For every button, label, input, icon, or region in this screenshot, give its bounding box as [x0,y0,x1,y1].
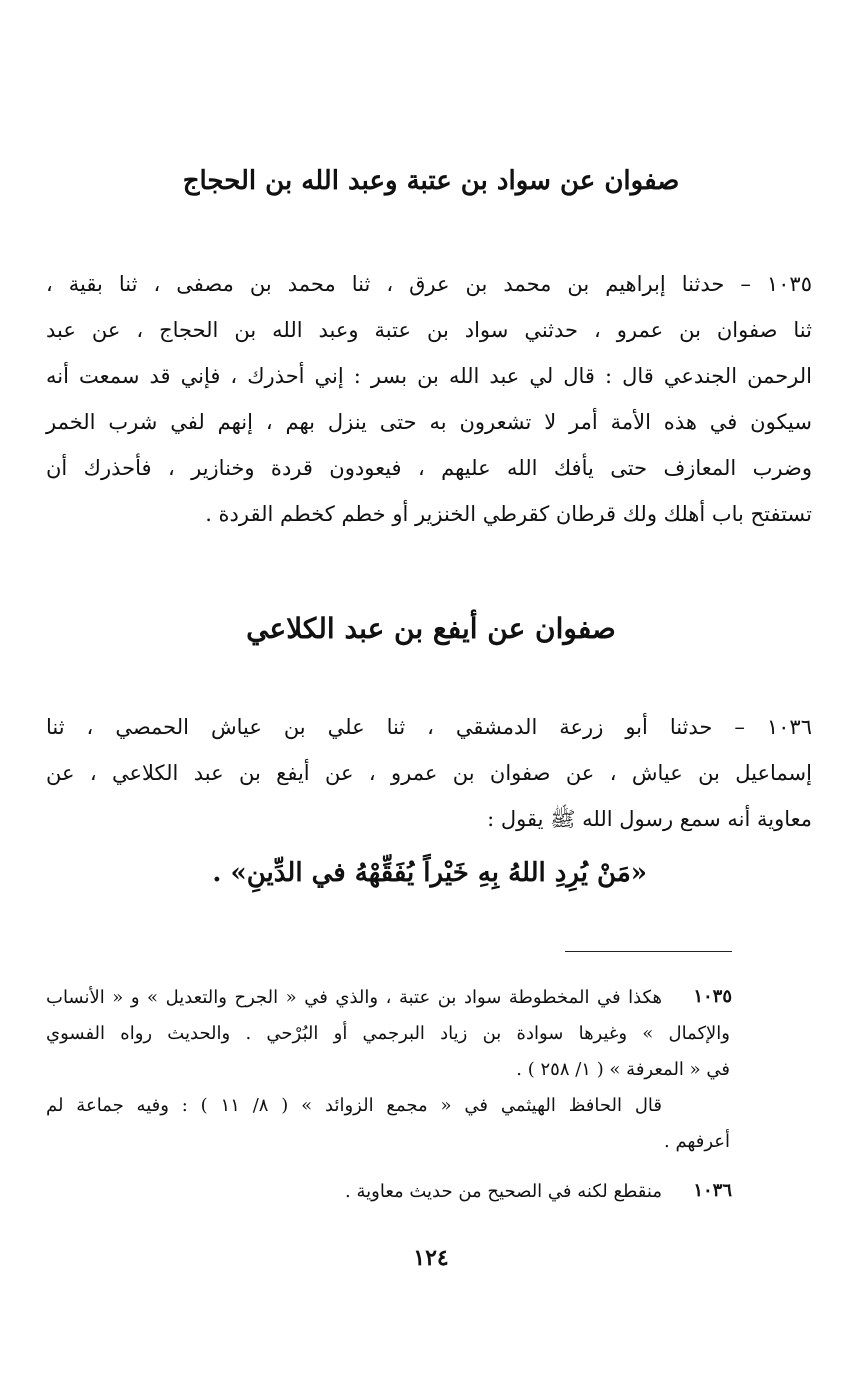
footnote-number: ١٠٣٥ [693,986,732,1007]
paragraph-line: الرحمن الجندعي قال : قال لي عبد الله بن بسر : إني أحذرك ، فإني قد سمعت أنه [46,364,812,388]
paragraph-line: إسماعيل بن عياش ، عن صفوان بن عمرو ، عن أيفع بن عبد الكلاعي ، عن [46,761,812,785]
paragraph-line: سيكون في هذه الأمة أمر لا تشعرون به حتى ينزل بهم ، إنهم لفي شرب الخمر [46,410,812,434]
paragraph-line: تستفتح باب أهلك ولك قرطان كقرطي الخنزير أو خطم كخطم القردة . [205,502,812,526]
paragraph-line: ثنا صفوان بن عمرو ، حدثني سواد بن عتبة وعبد الله بن الحجاج ، عن عبد [46,318,812,342]
paragraph-line: معاوية أنه سمع رسول الله ﷺ يقول : [487,807,812,831]
page-number: ١٢٤ [413,1245,449,1271]
section-heading-1: صفوان عن سواد بن عتبة وعبد الله بن الحجاج [182,166,680,196]
footnote-divider [565,951,732,952]
footnote-line: والإكمال » وغيرها سوادة بن زياد البرجمي أو البُرْحي . والحديث رواه الفسوي [46,1023,730,1044]
paragraph-line: وضرب المعازف حتى يأفك الله عليهم ، فيعودون قردة وخنازير ، فأحذرك أن [46,456,812,480]
paragraph-line: ١٠٣٥ – حدثنا إبراهيم بن محمد بن عرق ، ثنا محمد بن مصفى ، ثنا بقية ، [46,272,812,296]
paragraph-line: ١٠٣٦ – حدثنا أبو زرعة الدمشقي ، ثنا علي بن عياش الحمصي ، ثنا [46,715,812,739]
footnote-line: هكذا في المخطوطة سواد بن عتبة ، والذي في « الجرح والتعديل » و « الأنساب [46,987,662,1008]
footnote-number: ١٠٣٦ [693,1180,732,1201]
footnote-line: قال الحافظ الهيثمي في « مجمع الزوائد » ( ٨/ ١١ ) : وفيه جماعة لم [46,1095,662,1116]
footnote-text: منقطع لكنه في الصحيح من حديث معاوية . [345,1181,662,1202]
prophetic-saying: «مَنْ يُرِدِ اللهُ بِهِ خَيْراً يُفَقِّهْهُ في الدِّينِ» . [212,858,647,888]
section-heading-2: صفوان عن أيفع بن عبد الكلاعي [246,612,616,645]
footnote-line: في « المعرفة » ( ١/ ٢٥٨ ) . [516,1059,730,1080]
footnote-line: أعرفهم . [664,1131,730,1152]
